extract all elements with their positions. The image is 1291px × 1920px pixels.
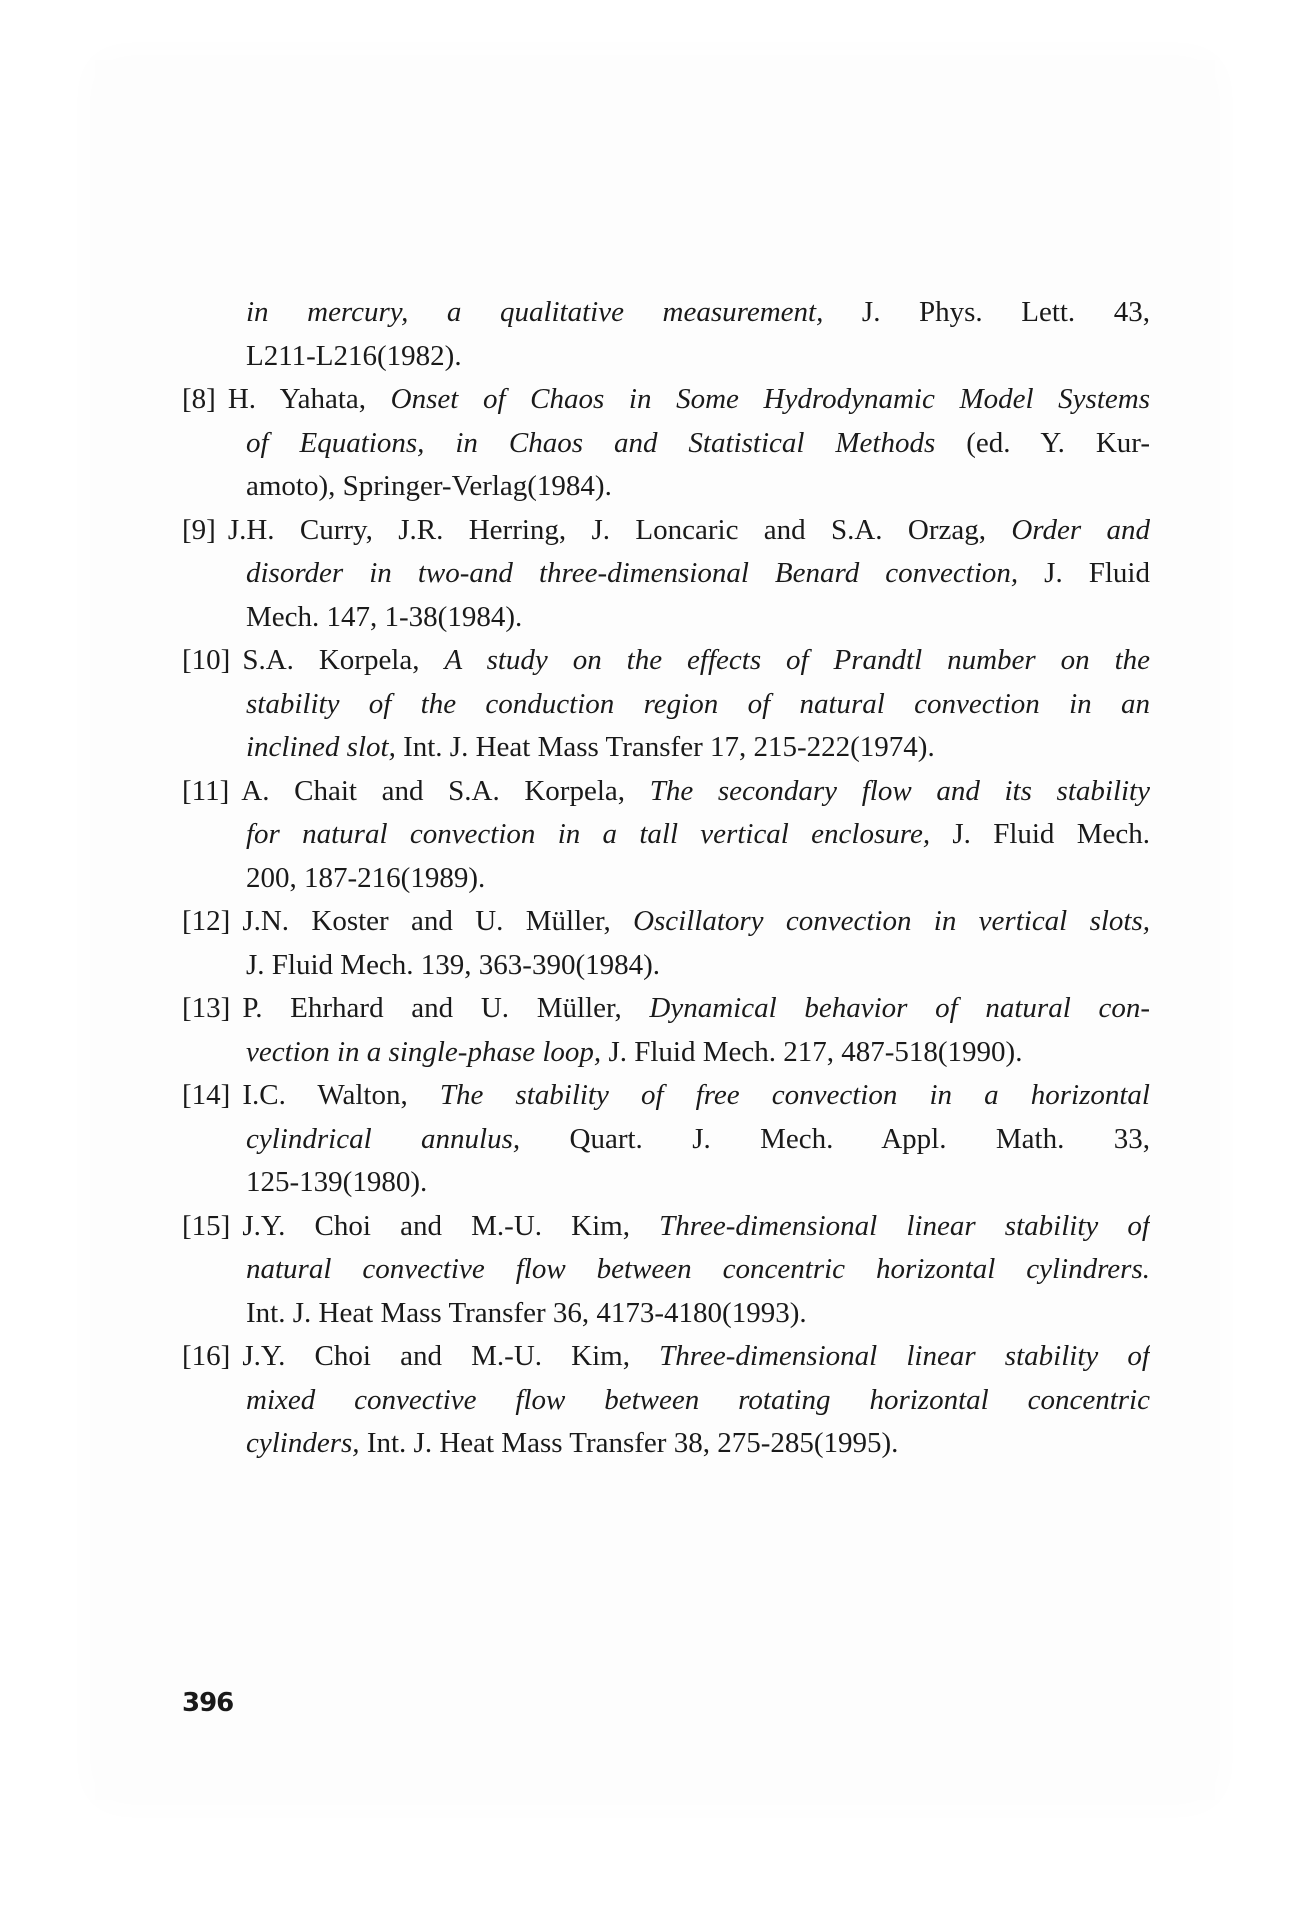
citation-text: Mech. 147, 1-38(1984). bbox=[246, 600, 523, 633]
reference-label: [11] bbox=[182, 774, 230, 807]
citation-text: J.H. Curry, J.R. Herring, J. Loncaric and S.A. Orzag, bbox=[227, 513, 1012, 546]
reference-label: [14] bbox=[182, 1079, 231, 1111]
italic-title-text: natural convective flow between concentric horizontal cylindrers. bbox=[246, 1253, 1150, 1285]
reference-line bbox=[246, 1031, 1150, 1075]
reference-label: [9] bbox=[182, 513, 216, 546]
reference-line bbox=[246, 1422, 1150, 1466]
reference-entry bbox=[182, 900, 1150, 944]
reference-entry bbox=[182, 770, 1150, 814]
citation-text: J.Y. Choi and M.-U. Kim, bbox=[242, 1209, 660, 1242]
italic-title-text: stability of the conduction region of natural convection in an bbox=[246, 687, 1150, 720]
reference-entry bbox=[182, 378, 1150, 422]
citation-text: S.A. Korpela, bbox=[242, 644, 445, 676]
reference-text bbox=[242, 987, 1150, 1031]
reference-entry bbox=[182, 639, 1150, 683]
reference-line bbox=[246, 857, 1150, 901]
italic-title-text: The stability of free convection in a horizontal bbox=[439, 1079, 1150, 1111]
reference-label: [13] bbox=[182, 992, 231, 1024]
reference-line bbox=[246, 552, 1150, 596]
citation-text: Quart. J. Mech. Appl. Math. 33, bbox=[520, 1122, 1150, 1155]
italic-title-text: Oscillatory convection in vertical slots, bbox=[633, 905, 1150, 937]
citation-text: J. Fluid Mech. 217, 487-518(1990). bbox=[601, 1035, 1023, 1068]
reference-line bbox=[246, 1379, 1150, 1423]
reference-text bbox=[228, 378, 1150, 422]
italic-title-text: Three-dimensional linear stability of bbox=[659, 1340, 1150, 1372]
italic-title-text: cylindrical annulus, bbox=[246, 1122, 521, 1155]
citation-text: L211-L216(1982). bbox=[246, 339, 462, 372]
italic-title-text: disorder in two-and three-dimensional Benard convection, bbox=[246, 557, 1019, 589]
italic-title-text: The secondary flow and its stability bbox=[649, 774, 1150, 807]
reference-line bbox=[246, 1248, 1150, 1292]
citation-text: Int. J. Heat Mass Transfer 17, 215-222(1974). bbox=[395, 731, 935, 763]
reference-label: [12] bbox=[182, 905, 231, 937]
reference-entry bbox=[182, 1074, 1150, 1118]
reference-line bbox=[246, 335, 1150, 379]
citation-text: P. Ehrhard and U. Müller, bbox=[242, 992, 650, 1024]
reference-label: [10] bbox=[182, 644, 231, 676]
italic-title-text: inclined slot, bbox=[246, 731, 396, 763]
italic-title-text: in mercury, a qualitative measurement, bbox=[246, 296, 824, 328]
reference-text bbox=[241, 770, 1150, 814]
citation-text: A. Chait and S.A. Korpela, bbox=[241, 774, 650, 807]
italic-title-text: of Equations, in Chaos and Statistical Methods bbox=[246, 426, 936, 459]
reference-list bbox=[182, 291, 1150, 1466]
citation-text: 200, 187-216(1989). bbox=[246, 861, 486, 894]
italic-title-text: Three-dimensional linear stability of bbox=[659, 1209, 1150, 1242]
reference-label: [15] bbox=[182, 1209, 231, 1242]
citation-text: J. Fluid Mech. bbox=[930, 818, 1150, 850]
reference-line bbox=[246, 813, 1150, 857]
citation-text: I.C. Walton, bbox=[242, 1079, 440, 1111]
citation-text: J.N. Koster and U. Müller, bbox=[242, 905, 634, 937]
italic-title-text: Dynamical behavior of natural con- bbox=[649, 992, 1150, 1024]
reference-text bbox=[242, 1335, 1150, 1379]
reference-text bbox=[242, 1074, 1150, 1118]
italic-title-text: vection in a single-phase loop, bbox=[246, 1035, 602, 1068]
reference-text bbox=[242, 900, 1150, 944]
reference-line bbox=[246, 1118, 1150, 1162]
reference-entry bbox=[182, 509, 1150, 553]
italic-title-text: Onset of Chaos in Some Hydrodynamic Model Systems bbox=[390, 383, 1150, 415]
reference-entry bbox=[182, 1335, 1150, 1379]
reference-line bbox=[246, 944, 1150, 988]
page-number: 396 bbox=[182, 1688, 234, 1718]
reference-line bbox=[246, 683, 1150, 727]
reference-line bbox=[246, 1161, 1150, 1205]
citation-text: (ed. Y. Kur- bbox=[935, 426, 1150, 459]
citation-text: J. Fluid bbox=[1018, 557, 1150, 589]
reference-line bbox=[246, 291, 1150, 335]
citation-text: H. Yahata, bbox=[227, 383, 391, 415]
reference-text bbox=[242, 1205, 1150, 1249]
reference-entry bbox=[182, 987, 1150, 1031]
reference-line bbox=[246, 596, 1150, 640]
reference-label: [16] bbox=[182, 1340, 231, 1372]
reference-entry bbox=[182, 1205, 1150, 1249]
italic-title-text: mixed convective flow between rotating horizontal concentric bbox=[246, 1383, 1150, 1416]
citation-text: Int. J. Heat Mass Transfer 38, 275-285(1995). bbox=[359, 1427, 899, 1459]
citation-text: amoto), Springer-Verlag(1984). bbox=[246, 470, 612, 502]
reference-line bbox=[246, 1292, 1150, 1336]
citation-text: 125-139(1980). bbox=[246, 1166, 428, 1198]
reference-text bbox=[228, 509, 1150, 553]
citation-text: J. Fluid Mech. 139, 363-390(1984). bbox=[246, 948, 661, 981]
citation-text: J. Phys. Lett. 43, bbox=[823, 296, 1150, 328]
citation-text: J.Y. Choi and M.-U. Kim, bbox=[242, 1340, 660, 1372]
citation-text: Int. J. Heat Mass Transfer 36, 4173-4180(1993). bbox=[246, 1296, 807, 1329]
reference-text bbox=[242, 639, 1150, 683]
italic-title-text: A study on the effects of Prandtl number on the bbox=[444, 644, 1150, 676]
reference-line bbox=[246, 726, 1150, 770]
reference-label: [8] bbox=[182, 383, 216, 415]
italic-title-text: for natural convection in a tall vertical enclosure, bbox=[246, 818, 931, 850]
reference-line bbox=[246, 422, 1150, 466]
italic-title-text: Order and bbox=[1011, 513, 1150, 546]
reference-line bbox=[246, 465, 1150, 509]
italic-title-text: cylinders, bbox=[246, 1427, 360, 1459]
